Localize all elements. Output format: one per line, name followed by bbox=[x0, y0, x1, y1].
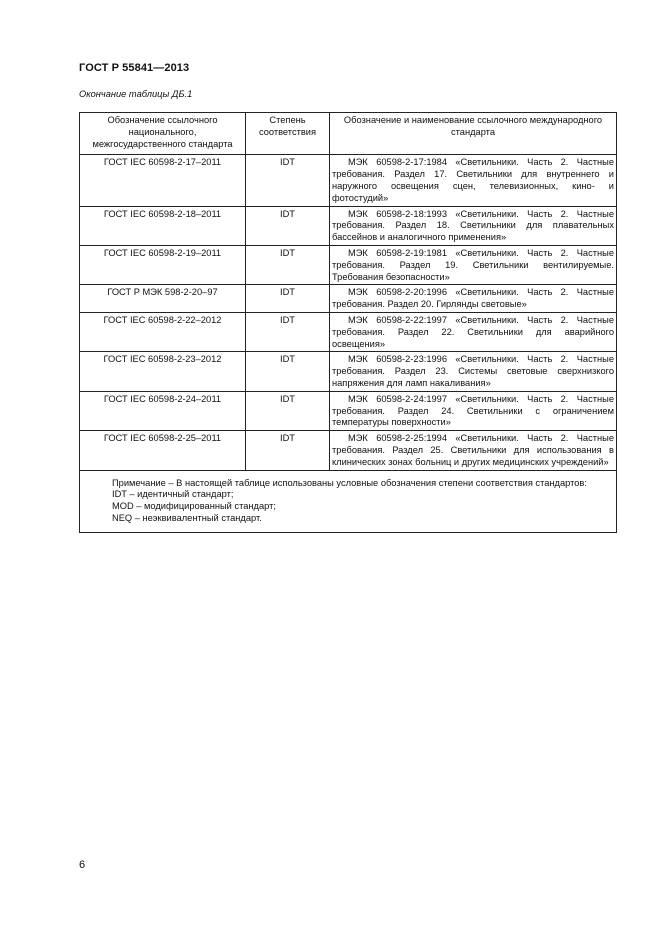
note-item-idt: IDT – идентичный стандарт; bbox=[112, 489, 234, 500]
table-note-row bbox=[80, 470, 617, 532]
column-header-degree: Степень соответствия bbox=[246, 113, 330, 155]
note-paragraph bbox=[82, 478, 614, 490]
table-row bbox=[80, 245, 617, 284]
table-note bbox=[80, 470, 617, 532]
degree-cell: IDT bbox=[246, 352, 330, 391]
column-header-international-standard: Обозначение и наименование ссылочного международного стандарта bbox=[330, 113, 617, 155]
degree-cell: IDT bbox=[246, 391, 330, 430]
page-number: 6 bbox=[79, 859, 86, 871]
document-header: ГОСТ Р 55841—2013 bbox=[79, 62, 190, 74]
note-text: – В настоящей таблице использованы условные обозначения степени соответствия стандартов: bbox=[168, 477, 587, 488]
table-caption: Окончание таблицы ДБ.1 bbox=[79, 89, 193, 99]
international-standard-text: МЭК 60598-2-23:1996 «Светильники. Часть 2. Частные требования. Раздел 23. Системы световые сверхнизкого напряжения для ламп накаливания» bbox=[332, 354, 614, 388]
international-standard-cell bbox=[330, 155, 617, 206]
national-standard-cell: ГОСТ IEC 60598-2-18–2011 bbox=[80, 206, 246, 245]
degree-cell: IDT bbox=[246, 431, 330, 470]
degree-cell: IDT bbox=[246, 206, 330, 245]
national-standard-cell: ГОСТ Р МЭК 598-2-20–97 bbox=[80, 285, 246, 313]
national-standard-cell: ГОСТ IEC 60598-2-17–2011 bbox=[80, 155, 246, 206]
table-row bbox=[80, 391, 617, 430]
reference-standards-table bbox=[79, 112, 617, 533]
table-row bbox=[80, 155, 617, 206]
table-header-row bbox=[80, 113, 617, 155]
table-row bbox=[80, 431, 617, 470]
table-row bbox=[80, 206, 617, 245]
note-item-mod: MOD – модифицированный стандарт; bbox=[112, 501, 276, 512]
note-label: Примечание bbox=[112, 477, 166, 488]
degree-cell: IDT bbox=[246, 312, 330, 351]
national-standard-cell: ГОСТ IEC 60598-2-19–2011 bbox=[80, 245, 246, 284]
international-standard-text: МЭК 60598-2-20:1996 «Светильники. Часть 2. Частные требования. Раздел 20. Гирлянды световые» bbox=[332, 287, 614, 310]
national-standard-cell: ГОСТ IEC 60598-2-24–2011 bbox=[80, 391, 246, 430]
international-standard-text: МЭК 60598-2-25:1994 «Светильники. Часть 2. Частные требования. Раздел 25. Светильники для использования в клинических зонах больниц и других медицинских учреждений» bbox=[332, 433, 614, 467]
international-standard-cell bbox=[330, 285, 617, 313]
degree-cell: IDT bbox=[246, 155, 330, 206]
table-row bbox=[80, 312, 617, 351]
column-header-national-standard: Обозначение ссылочного национального, межгосударственного стандарта bbox=[80, 113, 246, 155]
national-standard-cell: ГОСТ IEC 60598-2-25–2011 bbox=[80, 431, 246, 470]
international-standard-cell bbox=[330, 431, 617, 470]
international-standard-cell bbox=[330, 245, 617, 284]
international-standard-text: МЭК 60598-2-19:1981 «Светильники. Часть 2. Частные требования. Раздел 19. Светильники вентилируемые. Требования безопасности» bbox=[332, 247, 614, 282]
international-standard-text: МЭК 60598-2-18:1993 «Светильники. Часть 2. Частные требования. Раздел 18. Светильники для плавательных бассейнов и аналогичного применения» bbox=[332, 208, 614, 243]
international-standard-cell bbox=[330, 312, 617, 351]
international-standard-cell bbox=[330, 352, 617, 391]
national-standard-cell: ГОСТ IEC 60598-2-23–2012 bbox=[80, 352, 246, 391]
international-standard-text: МЭК 60598-2-24:1997 «Светильники. Часть 2. Частные требования. Раздел 24. Светильники с ограничением температуры поверхности» bbox=[332, 393, 614, 428]
international-standard-text: МЭК 60598-2-17:1984 «Светильники. Часть 2. Частные требования. Раздел 17. Светильники для внутреннего и наружного освещения сцен, телевизионных, кино- и фотостудий» bbox=[332, 157, 614, 203]
degree-cell: IDT bbox=[246, 285, 330, 313]
table-row bbox=[80, 285, 617, 313]
international-standard-cell bbox=[330, 391, 617, 430]
note-item-neq: NEQ – неэквивалентный стандарт. bbox=[112, 512, 262, 523]
table-row bbox=[80, 352, 617, 391]
degree-cell: IDT bbox=[246, 245, 330, 284]
international-standard-cell bbox=[330, 206, 617, 245]
national-standard-cell: ГОСТ IEC 60598-2-22–2012 bbox=[80, 312, 246, 351]
international-standard-text: МЭК 60598-2-22:1997 «Светильники. Часть 2. Частные требования. Раздел 22. Светильники для аварийного освещения» bbox=[332, 314, 614, 349]
